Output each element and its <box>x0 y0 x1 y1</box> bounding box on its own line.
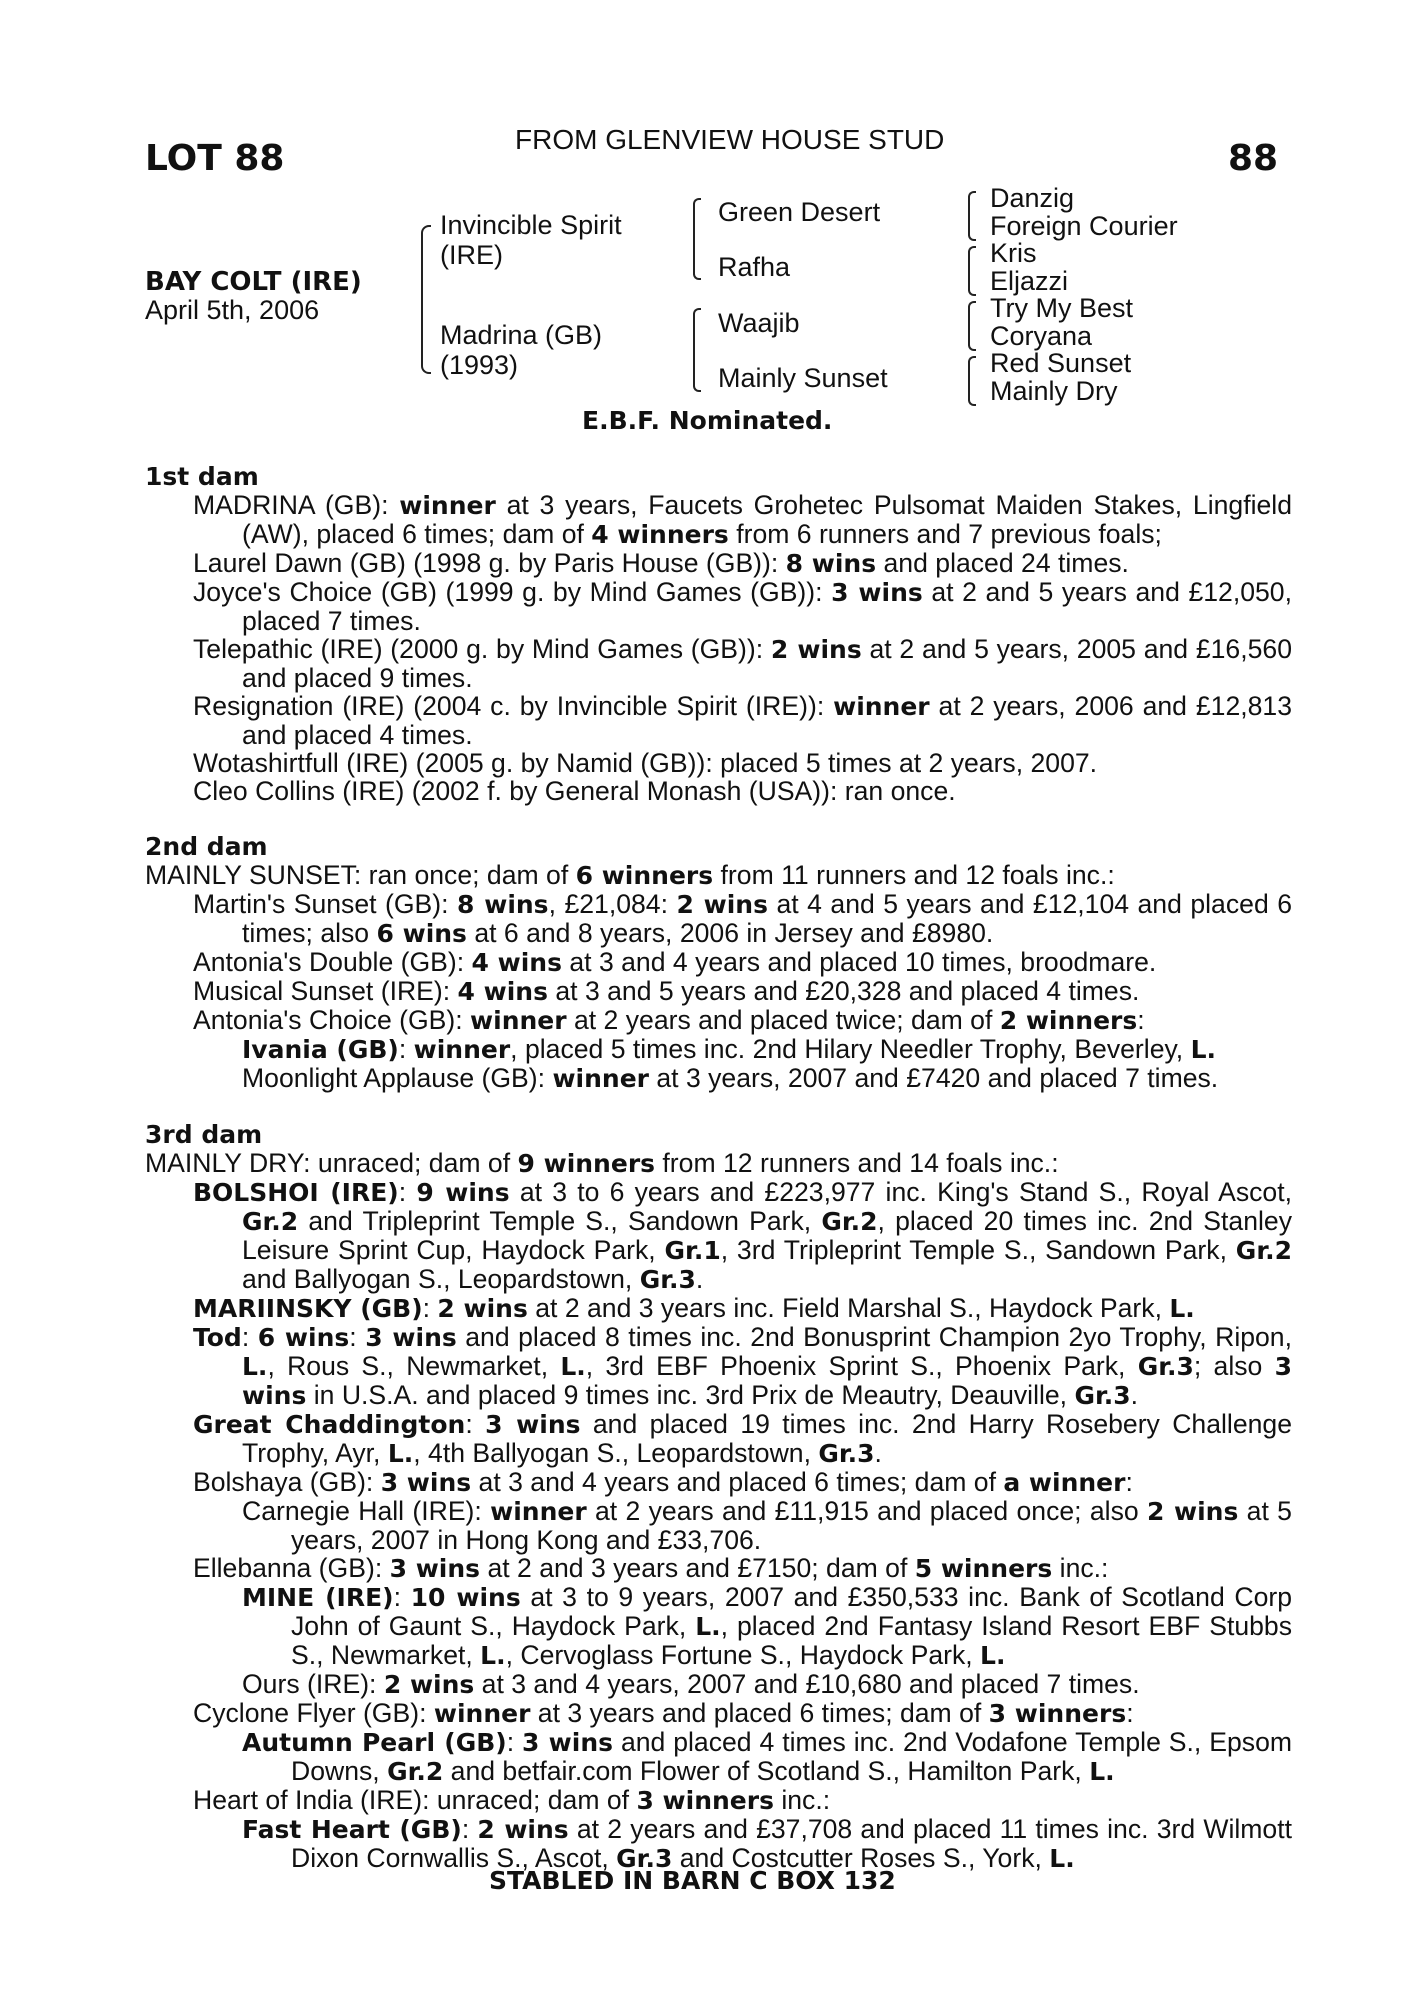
text-run: : <box>422 1293 438 1323</box>
bold-text: L. <box>560 1352 586 1381</box>
progeny-entry <box>145 1006 1292 1035</box>
pedigree-g3-1: Danzig <box>990 183 1075 213</box>
text-run: at 6 and 8 years, 2006 in Jersey and £8980. <box>466 918 994 948</box>
bold-text: L. <box>1089 1757 1115 1786</box>
text-run: Resignation (IRE) (2004 c. by Invincible Spirit (IRE)): <box>193 691 834 721</box>
text-run: Moonlight Applause (GB): <box>242 1063 553 1093</box>
pedigree-sire-country: (IRE) <box>440 240 503 270</box>
bold-text: Autumn Pearl (GB) <box>242 1728 507 1757</box>
bold-text: 3 wins <box>831 578 923 607</box>
bold-text: 8 wins <box>785 549 877 578</box>
bold-text: 2 wins <box>770 635 862 664</box>
bold-text: 10 wins <box>410 1583 521 1612</box>
text-run: and placed 8 times inc. 2nd Bonusprint Champion 2yo Trophy, Ripon, <box>456 1322 1292 1352</box>
ebf-nomination: E.B.F. Nominated. <box>582 406 833 435</box>
text-run: at 2 years, 2006 and £12,813 and placed 4 times. <box>242 691 1292 750</box>
text-run: Musical Sunset (IRE): <box>193 976 458 1006</box>
bold-text: 3 wins <box>365 1323 457 1352</box>
pedigree-brace-g3-3 <box>968 301 976 351</box>
text-run: Telepathic (IRE) (2000 g. by Mind Games (GB)): <box>193 634 771 664</box>
pedigree-sire-dam: Rafha <box>718 252 791 282</box>
text-run: at 3 years, 2007 and £7420 and placed 7 times. <box>648 1063 1219 1093</box>
bold-text: MARIINSKY (GB) <box>193 1294 423 1323</box>
bold-text: 2 winners <box>999 1006 1138 1035</box>
bold-text: Gr.2 <box>821 1207 878 1236</box>
consignor: FROM GLENVIEW HOUSE STUD <box>515 124 945 155</box>
pedigree-g3-3: Kris <box>990 238 1037 268</box>
text-run: : <box>1126 1698 1134 1728</box>
bold-text: winner <box>552 1064 649 1093</box>
bold-text: 3 wins <box>380 1468 472 1497</box>
pedigree-g3-4: Eljazzi <box>990 266 1069 296</box>
text-run: ; also <box>1193 1351 1275 1381</box>
text-run: : <box>398 1034 414 1064</box>
bold-text: Fast Heart (GB) <box>242 1815 462 1844</box>
bold-text: L. <box>1169 1294 1195 1323</box>
progeny-entry <box>145 1699 1292 1728</box>
bold-text: Gr.3 <box>1074 1381 1131 1410</box>
text-run: Martin's Sunset (GB): <box>193 889 458 919</box>
pedigree-g3-7: Red Sunset <box>990 348 1132 378</box>
bold-text: winner <box>433 1699 531 1728</box>
text-run: at 4 and 5 years and £12,104 and placed 6 times; also <box>242 889 1293 948</box>
horse-description: BAY COLT (IRE) <box>145 267 362 297</box>
pedigree-brace-g3-1 <box>968 191 976 241</box>
text-run: Ellebanna (GB): <box>193 1553 390 1583</box>
pedigree-g3-2: Foreign Courier <box>990 211 1178 241</box>
text-run: at 2 and 5 years and £12,050, placed 7 times. <box>242 577 1292 636</box>
text-run: inc.: <box>1052 1553 1109 1583</box>
text-run: Antonia's Double (GB): <box>193 947 472 977</box>
text-run: MAINLY DRY: unraced; dam of <box>145 1148 518 1178</box>
stabling-info: STABLED IN BARN C BOX 132 <box>489 1866 896 1895</box>
text-run: : <box>506 1727 523 1757</box>
bold-text: 3 wins <box>485 1410 581 1439</box>
text-run: : <box>1125 1467 1133 1497</box>
foaling-date: April 5th, 2006 <box>145 295 320 325</box>
third-dam-intro <box>145 1149 1292 1178</box>
text-run: , Rous S., Newmarket, <box>267 1351 561 1381</box>
second-dam-heading: 2nd dam <box>145 832 268 861</box>
bold-text: winner <box>470 1006 567 1035</box>
pedigree-g3-6: Coryana <box>990 321 1093 351</box>
text-run: : <box>1137 1005 1145 1035</box>
text-run: Laurel Dawn (GB) (1998 g. by Paris House (GB)): <box>193 548 786 578</box>
text-run: , placed 20 times inc. 2nd Stanley Leisure Sprint Cup, Haydock Park, <box>242 1206 1292 1265</box>
bold-text: 9 winners <box>517 1149 656 1178</box>
grand-progeny-entry <box>145 1728 1292 1786</box>
pedigree-dam <box>440 320 602 380</box>
text-run: Bolshaya (GB): <box>193 1467 381 1497</box>
bold-text: L. <box>480 1641 506 1670</box>
pedigree-notes <box>145 463 1292 1873</box>
progeny-entry <box>145 1323 1292 1410</box>
bold-text: winner <box>399 491 496 520</box>
text-run: , 3rd EBF Phoenix Sprint S., Phoenix Park, <box>585 1351 1138 1381</box>
bold-text: 3 winners <box>636 1786 774 1815</box>
text-run: at 3 to 6 years and £223,977 inc. King's Stand S., Royal Ascot, <box>509 1177 1293 1207</box>
bold-text: 6 wins <box>257 1323 350 1352</box>
bold-text: L. <box>242 1352 268 1381</box>
pedigree-brace-sire <box>693 198 701 280</box>
pedigree-dam-sire: Waajib <box>718 308 800 338</box>
bold-text: winner <box>833 692 930 721</box>
progeny-entry <box>145 635 1292 692</box>
bold-text: 5 winners <box>914 1554 1053 1583</box>
text-run: Ours (IRE): <box>242 1669 384 1699</box>
pedigree-g3-8: Mainly Dry <box>990 376 1118 406</box>
progeny-entry <box>145 578 1292 635</box>
lot-number: 88 <box>1228 138 1279 179</box>
text-run: inc.: <box>773 1785 831 1815</box>
text-run: . <box>1130 1380 1139 1410</box>
bold-text: MINE (IRE) <box>242 1583 394 1612</box>
bold-text: 2 wins <box>477 1815 569 1844</box>
text-run: Wotashirtfull (IRE) (2005 g. by Namid (GB)): placed 5 times at 2 years, 2007. <box>193 748 1098 778</box>
text-run: at 2 years and £37,708 and placed 11 times inc. 3rd Wilmott Dixon Cornwallis S., Ascot, <box>291 1814 1292 1873</box>
text-run: at 3 years, Faucets Grohetec Pulsomat Maiden Stakes, Lingfield (AW), placed 6 times; dam of <box>242 490 1292 549</box>
bold-text: L. <box>695 1612 721 1641</box>
grand-progeny-entry <box>145 1497 1292 1554</box>
progeny-entry <box>145 1554 1292 1583</box>
text-run: : <box>398 1177 417 1207</box>
text-run: and placed 4 times inc. 2nd Vodafone Temple S., Epsom Downs, <box>291 1727 1293 1786</box>
pedigree-brace-g3-2 <box>968 246 976 296</box>
grand-progeny-entry <box>145 1583 1292 1670</box>
bold-text: 3 winners <box>988 1699 1127 1728</box>
section-gap <box>145 805 1292 833</box>
bold-text: winner <box>490 1497 587 1526</box>
text-run: , 4th Ballyogan S., Leopardstown, <box>413 1438 819 1468</box>
text-run: . <box>695 1264 704 1294</box>
progeny-entry <box>145 1410 1292 1468</box>
text-run: from 6 runners and 7 previous foals; <box>728 519 1162 549</box>
bold-text: 3 wins <box>389 1554 481 1583</box>
second-dam-progeny <box>145 890 1292 1093</box>
text-run: from 12 runners and 14 foals inc.: <box>655 1148 1059 1178</box>
progeny-entry <box>145 948 1292 977</box>
progeny-entry <box>145 692 1292 749</box>
grand-progeny-entry <box>145 1670 1292 1699</box>
first-dam-intro <box>145 491 1292 549</box>
text-run: , Cervoglass Fortune S., Haydock Park, <box>505 1640 981 1670</box>
text-run: at 2 and 5 years, 2005 and £16,560 and placed 9 times. <box>242 634 1292 693</box>
text-run: MADRINA (GB): <box>193 490 400 520</box>
pedigree-sire <box>440 210 622 270</box>
text-run: , placed 5 times inc. 2nd Hilary Needler Trophy, Beverley, <box>510 1034 1191 1064</box>
bold-text: 2 wins <box>437 1294 528 1323</box>
bold-text: a winner <box>1003 1468 1126 1497</box>
text-run: : <box>241 1322 258 1352</box>
progeny-entry <box>145 1468 1292 1497</box>
text-run: at 2 and 3 years and £7150; dam of <box>480 1553 915 1583</box>
text-run: : <box>461 1814 478 1844</box>
progeny-entry <box>145 749 1292 777</box>
text-run: Antonia's Choice (GB): <box>193 1005 471 1035</box>
text-run: and placed 24 times. <box>876 548 1129 578</box>
bold-text: Gr.2 <box>1235 1236 1292 1265</box>
bold-text: Gr.3 <box>1137 1352 1194 1381</box>
bold-text: 2 wins <box>1146 1497 1239 1526</box>
bold-text: 4 wins <box>471 948 562 977</box>
third-dam-progeny <box>145 1178 1292 1873</box>
text-run: , placed 2nd Fantasy Island Resort EBF Stubbs S., Newmarket, <box>291 1611 1292 1670</box>
grand-progeny-entry <box>145 1815 1292 1873</box>
progeny-entry <box>145 890 1292 948</box>
lot-label: LOT 88 <box>145 138 285 179</box>
bold-text: L. <box>1049 1844 1075 1873</box>
text-run: : <box>393 1582 411 1612</box>
bold-text: 2 wins <box>676 890 768 919</box>
pedigree-sire-name: Invincible Spirit <box>440 210 622 240</box>
text-run: at 3 years and placed 6 times; dam of <box>530 1698 989 1728</box>
pedigree-dam-dam: Mainly Sunset <box>718 363 888 393</box>
text-run: Cyclone Flyer (GB): <box>193 1698 434 1728</box>
text-run: at 3 and 4 years and placed 10 times, broodmare. <box>562 947 1157 977</box>
pedigree-brace-dam <box>693 308 701 392</box>
progeny-entry <box>145 977 1292 1006</box>
text-run: at 3 and 5 years and £20,328 and placed 4 times. <box>548 976 1140 1006</box>
progeny-entry <box>145 1178 1292 1294</box>
bold-text: 6 wins <box>376 919 467 948</box>
bold-text: L. <box>387 1439 414 1468</box>
pedigree-dam-year: (1993) <box>440 350 519 380</box>
text-run: . <box>874 1438 882 1468</box>
pedigree-g3-5: Try My Best <box>990 293 1134 323</box>
text-run: MAINLY SUNSET: ran once; dam of <box>145 860 576 890</box>
text-run: Cleo Collins (IRE) (2002 f. by General Monash (USA)): ran once. <box>193 776 956 806</box>
text-run: and betfair.com Flower of Scotland S., Hamilton Park, <box>443 1756 1090 1786</box>
third-dam-heading: 3rd dam <box>145 1120 263 1149</box>
pedigree-brace-g3-4 <box>968 356 976 406</box>
bold-text: 9 wins <box>416 1178 510 1207</box>
text-run: at 2 years and placed twice; dam of <box>566 1005 1000 1035</box>
first-dam-heading: 1st dam <box>145 462 259 491</box>
section-gap <box>145 1093 1292 1121</box>
grand-progeny-entry <box>145 1035 1292 1064</box>
pedigree-sire-sire: Green Desert <box>718 197 881 227</box>
bold-text: Great Chaddington <box>193 1410 466 1439</box>
bold-text: Ivania (GB) <box>242 1035 399 1064</box>
text-run: at 5 years, 2007 in Hong Kong and £33,706. <box>291 1496 1292 1555</box>
progeny-entry <box>145 1294 1292 1323</box>
bold-text: 3 wins <box>522 1728 614 1757</box>
bold-text: L. <box>1190 1035 1217 1064</box>
bold-text: 6 winners <box>575 861 714 890</box>
progeny-entry <box>145 1786 1292 1815</box>
text-run: Joyce's Choice (GB) (1999 g. by Mind Games (GB)): <box>193 577 832 607</box>
text-run: and placed 19 times inc. 2nd Harry Rosebery Challenge Trophy, Ayr, <box>242 1409 1292 1468</box>
text-run: at 3 and 4 years, 2007 and £10,680 and placed 7 times. <box>474 1669 1140 1699</box>
bold-text: Gr.2 <box>242 1207 299 1236</box>
text-run: at 3 and 4 years and placed 6 times; dam of <box>471 1467 1004 1497</box>
bold-text: Gr.2 <box>387 1757 444 1786</box>
pedigree-dam-name: Madrina (GB) <box>440 320 603 350</box>
progeny-entry <box>145 549 1292 578</box>
bold-text: Tod <box>193 1323 242 1352</box>
text-run: in U.S.A. and placed 9 times inc. 3rd Prix de Meautry, Deauville, <box>306 1380 1075 1410</box>
bold-text: 3 wins <box>242 1352 1292 1410</box>
progeny-entry <box>145 777 1292 805</box>
text-run: and Ballyogan S., Leopardstown, <box>242 1264 640 1294</box>
bold-text: Gr.3 <box>818 1439 875 1468</box>
bold-text: 4 wins <box>457 977 548 1006</box>
text-run: and Costcutter Roses S., York, <box>672 1843 1050 1873</box>
text-run: at 2 years and £11,915 and placed once; also <box>586 1496 1147 1526</box>
pedigree-brace-main <box>421 225 431 374</box>
bold-text: 4 winners <box>591 520 729 549</box>
bold-text: 2 wins <box>383 1670 475 1699</box>
text-run: , 3rd Tripleprint Temple S., Sandown Park, <box>720 1235 1236 1265</box>
bold-text: L. <box>980 1641 1006 1670</box>
text-run: : <box>349 1322 366 1352</box>
text-run: , £21,084: <box>548 889 677 919</box>
bold-text: BOLSHOI (IRE) <box>193 1178 399 1207</box>
text-run: at 3 to 9 years, 2007 and £350,533 inc. Bank of Scotland Corp John of Gaunt S., Haydock Park, <box>291 1582 1292 1641</box>
bold-text: 8 wins <box>457 890 549 919</box>
grand-progeny-entry <box>145 1064 1292 1093</box>
bold-text: Gr.3 <box>639 1265 696 1294</box>
bold-text: winner <box>413 1035 511 1064</box>
bold-text: Gr.1 <box>664 1236 721 1265</box>
text-run: Heart of India (IRE): unraced; dam of <box>193 1785 637 1815</box>
text-run: from 11 runners and 12 foals inc.: <box>713 860 1115 890</box>
text-run: Carnegie Hall (IRE): <box>242 1496 491 1526</box>
first-dam-progeny <box>145 549 1292 805</box>
text-run: at 2 and 3 years inc. Field Marshal S., Haydock Park, <box>527 1293 1170 1323</box>
text-run: : <box>465 1409 486 1439</box>
second-dam-intro <box>145 861 1292 890</box>
text-run: and Tripleprint Temple S., Sandown Park, <box>298 1206 822 1236</box>
bold-text: Gr.3 <box>616 1844 673 1873</box>
